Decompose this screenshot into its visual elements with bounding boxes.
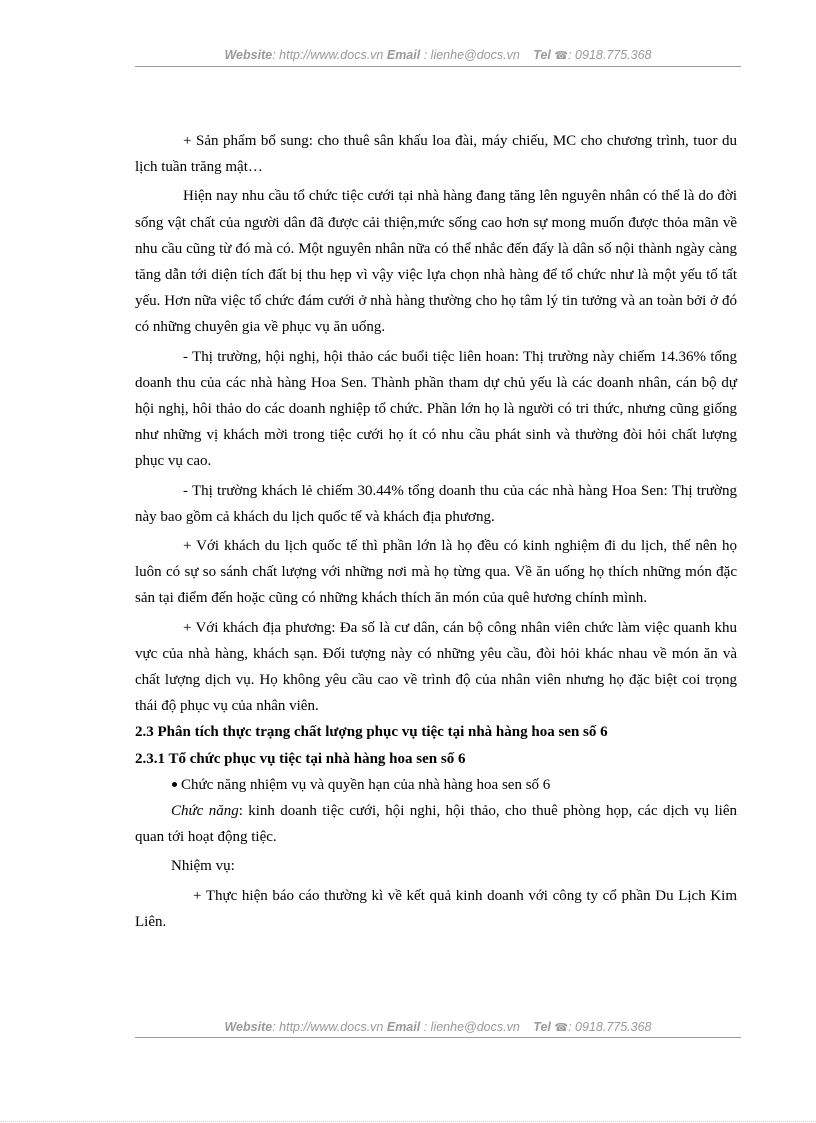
header-tel-value: : 0918.775.368	[568, 48, 652, 62]
paragraph-function	[135, 798, 737, 850]
paragraph-international-guests: + Với khách du lịch quốc tế thì phần lớn là họ đều có kinh nghiệm đi du lịch, thế nên họ luôn có sự so sánh chất lượng với những nơi mà họ từng qua. Về ăn uống họ thích những món đặc sản tại điểm đến hoặc cũng có những khách thích ăn món của quê hương chính mình.	[135, 538, 737, 607]
page-edge-divider	[0, 1121, 816, 1122]
footer-email-label: Email	[386, 1020, 421, 1034]
page-footer	[135, 1020, 741, 1036]
paragraph-conference-market: - Thị trường, hội nghị, hội thảo các buổi tiệc liên hoan: Thị trường này chiếm 14.36% tổng doanh thu của các nhà hàng Hoa Sen. Thành phần tham dự chủ yếu là các doanh nhân, cán bộ dự hội nghị, hôi thảo do các doanh nghiệp tổ chức. Phần lớn họ là người có tri thức, nhưng cũng giống như những vị khách mời trong tiệc cưới họ ít có nhu cầu phát sinh và thường đòi hỏi chất lượng phục vụ cao.	[135, 348, 737, 470]
page-header	[135, 48, 741, 64]
footer-email-value: lienhe@docs.vn	[430, 1020, 520, 1034]
bullet-item	[135, 772, 737, 798]
paragraph-additional-products: + Sản phẩm bổ sung: cho thuê sân khấu loa đài, máy chiếu, MC cho chương trình, tuor du lịch tuần trăng mật…	[135, 133, 737, 176]
header-website-url: http://www.docs.vn	[279, 48, 384, 62]
function-label: Chức năng	[171, 803, 239, 820]
footer-website-sep: :	[272, 1020, 276, 1034]
footer-tel-value: : 0918.775.368	[568, 1020, 652, 1034]
footer-website-url: http://www.docs.vn	[279, 1020, 384, 1034]
bullet-text: Chức năng nhiệm vụ và quyền hạn của nhà hàng hoa sen số 6	[181, 776, 551, 793]
paragraph-reporting-duty: + Thực hiện báo cáo thường kì về kết quả kinh doanh với công ty cổ phần Du Lịch Kim Liên.	[135, 887, 737, 930]
section-heading-2-3: 2.3 Phân tích thực trạng chất lượng phục vụ tiệc tại nhà hàng hoa sen số 6	[135, 724, 608, 741]
paragraph-wedding-demand: Hiện nay nhu cầu tổ chức tiệc cưới tại nhà hàng đang tăng lên nguyên nhân có thể là do đời sống vật chất của người dân đã được cải thiện,mức sống cao hơn sự mong muốn được thỏa mãn về nhu cầu cũng từ đó mà có. Một nguyên nhân nữa có thể nhắc đến đấy là dân số nội thành ngày càng tăng dẫn tới diện tích đất bị thu hẹp vì vậy việc lựa chọn nhà hàng để tổ chức như là một yếu tố tất yếu. Hơn nữa việc tổ chức đám cưới ở nhà hàng thường cho họ tâm lý tin tưởng và an toàn bởi ở đó có những chuyên gia về phục vụ ăn uống.	[135, 188, 737, 336]
footer-email-sep: :	[423, 1020, 428, 1034]
section-heading-2-3-1: 2.3.1 Tổ chức phục vụ tiệc tại nhà hàng hoa sen số 6	[135, 750, 466, 767]
paragraph-retail-market: - Thị trường khách lẻ chiếm 30.44% tổng doanh thu của các nhà hàng Hoa Sen: Thị trường này bao gồm cả khách du lịch quốc tế và khách địa phương.	[135, 482, 737, 525]
header-website-sep: :	[272, 48, 276, 62]
document-body	[135, 128, 737, 935]
header-email-label: Email	[386, 48, 421, 62]
footer-website-label: Website	[224, 1020, 273, 1034]
header-tel-label: Tel	[533, 48, 551, 62]
paragraph-local-guests: + Với khách địa phương: Đa số là cư dân, cán bộ công nhân viên chức làm việc quanh khu vực của nhà hàng, khách sạn. Đối tượng này có những yêu cầu, đòi hỏi khác nhau về món ăn và chất lượng dịch vụ. Họ không yêu cầu cao về trình độ của nhân viên nhưng họ đặc biệt coi trọng thái độ phục vụ của nhân viên.	[135, 619, 737, 715]
bullet-icon	[172, 782, 177, 787]
header-email-value: lienhe@docs.vn	[430, 48, 520, 62]
header-divider	[135, 66, 741, 67]
function-text: : kinh doanh tiệc cưới, hội nghi, hội thảo, cho thuê phòng họp, các dịch vụ liên quan tới hoạt động tiệc.	[135, 803, 737, 846]
header-email-sep: :	[423, 48, 428, 62]
phone-icon: ☎	[554, 1022, 569, 1034]
footer-tel-label: Tel	[533, 1020, 551, 1034]
phone-icon: ☎	[554, 50, 569, 62]
header-website-label: Website	[224, 48, 273, 62]
footer-divider	[135, 1037, 741, 1038]
paragraph-duty-label: Nhiệm vụ:	[171, 858, 235, 875]
